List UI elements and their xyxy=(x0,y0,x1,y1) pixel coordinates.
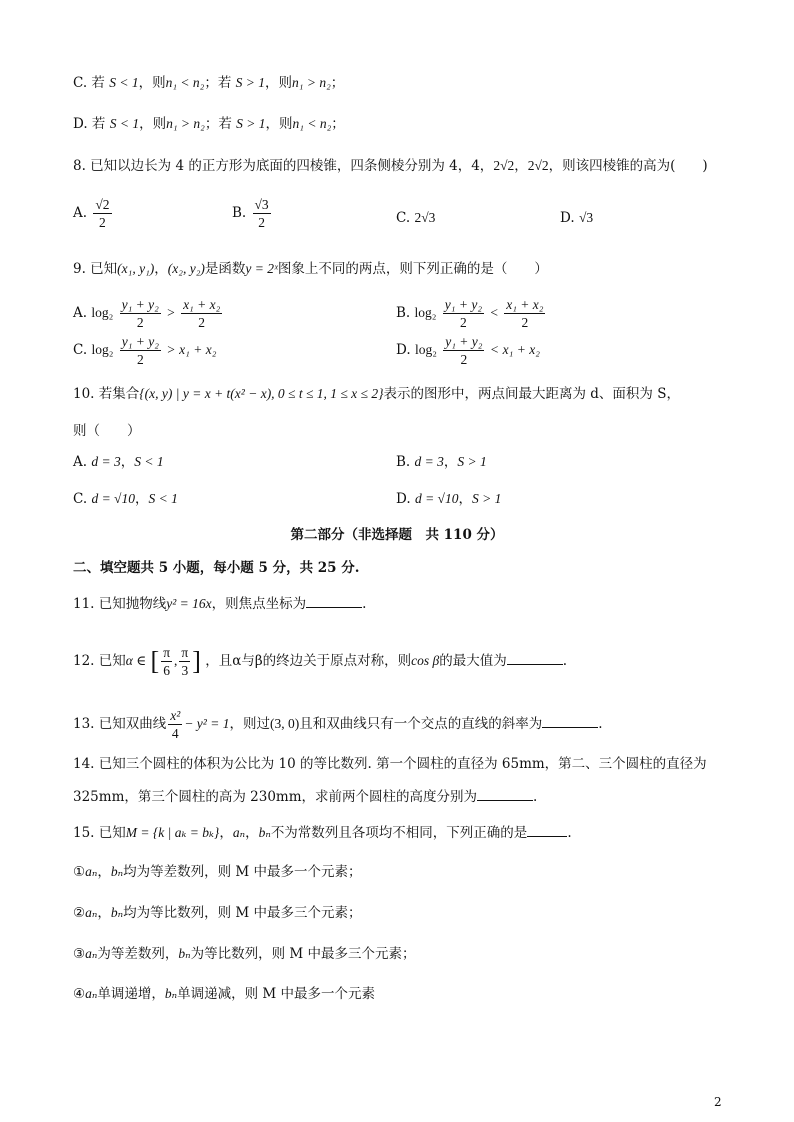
q10-option-a: A. d = 3，S < 1 xyxy=(73,454,164,470)
answer-blank xyxy=(306,593,362,608)
q7-option-c: C. 若 S < 1，则n₁ < n₂；若 S > 1，则n₁ > n₂； xyxy=(73,75,345,91)
section2-title: 二、填空题共 5 小题，每小题 5 分，共 25 分. xyxy=(73,560,360,576)
q15-statement-4: ④aₙ单调递增，bₙ单调递减，则 M 中最多一个元素 xyxy=(73,986,375,1002)
q7-option-d: D. 若 S < 1，则n₁ > n₂；若 S > 1，则n₁ < n₂； xyxy=(73,116,345,132)
answer-blank xyxy=(527,822,567,837)
q10-option-b: B. d = 3，S > 1 xyxy=(396,454,487,470)
q10-option-d: D. d = √10，S > 1 xyxy=(396,491,502,507)
q8-option-a: A. $\frac{√2}{2}$ xyxy=(73,197,110,230)
q9-stem: 9. 已知(x₁, y₁)，(x₂, y₂)是函数y = 2ˣ图象上不同的两点，则下列正确的是（ ） xyxy=(73,261,548,277)
q9-option-c: C. log₂ $\frac{\text{y₁ + y₂}}{2}$ > x₁ + x₂ xyxy=(73,334,217,367)
part2-title: 第二部分（非选择题 共 110 分） xyxy=(290,527,504,543)
q13: 13. 已知双曲线 $\frac{\text{x²}}{4}$ − y² = 1，则过(3, 0)且和双曲线只有一个交点的直线的斜率为 . xyxy=(73,708,603,741)
q9-option-b: B. log₂ $\frac{\text{y₁ + y₂}}{2}$ < $\frac{\text{x₁ + x₂}}{2}$ xyxy=(396,297,544,330)
q14-line2: 325mm，第三个圆柱的高为 230mm，求前两个圆柱的高度分别为 . xyxy=(73,786,537,807)
q8-option-b: B. $\frac{√3}{2}$ xyxy=(232,197,269,230)
answer-blank xyxy=(477,786,533,801)
q9-option-d: D. log₂ $\frac{\text{y₁ + y₂}}{2}$ < x₁ + x₂ xyxy=(396,334,540,367)
q10-stem-cont: 则（ ） xyxy=(73,423,141,439)
page-number: 2 xyxy=(714,1095,722,1109)
answer-blank xyxy=(542,713,598,728)
q10-stem: 10. 若集合{(x, y) | y = x + t(x² − x), 0 ≤ t ≤ 1, 1 ≤ x ≤ 2}表示的图形中，两点间最大距离为 d、面积为 S， xyxy=(73,386,680,402)
q15-stem: 15. 已知M = {k | aₖ = bₖ}，aₙ，bₙ不为常数列且各项均不相同，下列正确的是 . xyxy=(73,822,572,843)
q12: 12. 已知α ∈ [ $\frac{\pi}{6}$ , $\frac{\pi}{3}$ ] ，且α与β的终边关于原点对称，则cos β的最大值为 . xyxy=(73,645,568,678)
q10-option-c: C. d = √10，S < 1 xyxy=(73,491,178,507)
q15-statement-3: ③aₙ为等差数列，bₙ为等比数列，则 M 中最多三个元素； xyxy=(73,946,416,962)
q8-option-c: C. 2√3 xyxy=(396,210,436,226)
q9-option-a: A. log₂ $\frac{\text{y₁ + y₂}}{2}$ > $\frac{\text{x₁ + x₂}}{2}$ xyxy=(73,297,221,330)
q11: 11. 已知抛物线y² = 16x，则焦点坐标为 . xyxy=(73,593,366,614)
answer-blank xyxy=(507,650,563,665)
q15-statement-1: ①aₙ，bₙ均为等差数列，则 M 中最多一个元素； xyxy=(73,864,362,880)
q8-option-d: D. √3 xyxy=(560,210,594,226)
q15-statement-2: ②aₙ，bₙ均为等比数列，则 M 中最多三个元素； xyxy=(73,905,362,921)
q8-stem: 8. 已知以边长为 4 的正方形为底面的四棱锥，四条侧棱分别为 4，4，2√2，2√2，则该四棱锥的高为( ) xyxy=(73,158,708,174)
q14-line1: 14. 已知三个圆柱的体积为公比为 10 的等比数列. 第一个圆柱的直径为 65mm，第二、三个圆柱的直径为 xyxy=(73,756,707,772)
